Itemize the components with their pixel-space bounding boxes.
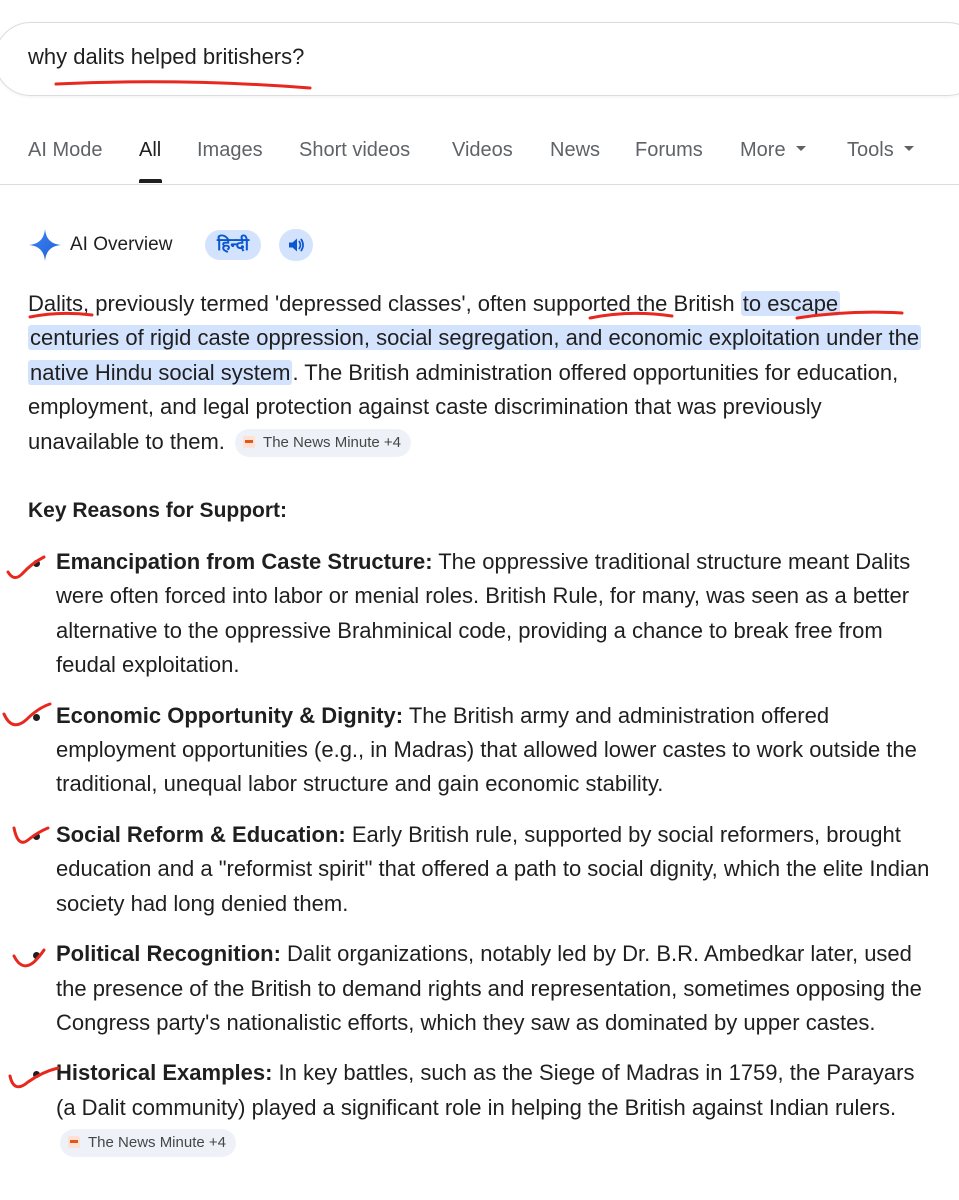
speaker-icon [287, 236, 305, 254]
chevron-down-icon [796, 146, 806, 151]
list-item [28, 545, 933, 683]
tab-short-videos[interactable]: Short videos [299, 139, 411, 161]
search-input[interactable]: why dalits helped britishers? [28, 44, 305, 69]
ai-overview-body [28, 287, 933, 1176]
keyword-supported: ported [568, 291, 631, 316]
tab-videos[interactable]: Videos [452, 139, 513, 161]
source-chip-label: The News Minute +4 [263, 433, 402, 451]
overview-text: previously termed 'depressed classes', often sup [89, 291, 569, 316]
list-item [28, 818, 933, 921]
chevron-down-icon [904, 146, 914, 151]
source-chip[interactable] [60, 1129, 236, 1157]
reason-title: Historical Examples: [56, 1060, 273, 1086]
reason-title: Social Reform & Education: [56, 821, 346, 847]
reason-text: The British army and administration offered employment opportunities (e.g., in Madras) that allowed lower castes to work outside the traditional, unequal labor structure and gain economic stability. [56, 702, 917, 797]
tab-more[interactable] [740, 139, 806, 162]
reason-text: The oppressive traditional structure meant Dalits were often forced into labor or menial roles. British Rule, for many, was seen as a better alternative to the oppressive Brahminical code, providing a chance to break free from feudal exploitation. [56, 549, 911, 678]
sparkle-icon [28, 228, 62, 262]
reason-text: Early British rule, supported by social reformers, brought education and a "reformist spirit" that offered a path to social dignity, which the elite Indian society had long denied them. [56, 821, 930, 916]
highlighted-text[interactable]: to escape centuries of rigid caste oppression, social segregation, and economic exploitation under the native Hindu social system [30, 291, 920, 385]
reason-text: In key battles, such as the Siege of Madras in 1759, the Parayars (a Dalit community) played a significant role in helping the British against Indian rulers. [56, 1060, 915, 1120]
source-chip[interactable] [235, 429, 411, 457]
news-logo-icon [68, 1136, 80, 1148]
reasons-list [28, 545, 933, 1160]
reason-text: Dalit organizations, notably led by Dr. B.R. Ambedkar later, used the presence of the British to demand rights and representation, sometimes opposing the Congress party's nationalistic efforts, which they saw as dominated by upper castes. [56, 941, 922, 1035]
tab-images[interactable]: Images [197, 139, 263, 161]
ai-overview-title: AI Overview [70, 234, 173, 255]
overview-text: the British [630, 291, 741, 316]
list-item [28, 699, 933, 802]
list-item [28, 937, 933, 1040]
listen-button[interactable] [279, 229, 313, 261]
reason-title: Economic Opportunity & Dignity: [56, 702, 404, 728]
tab-ai-mode[interactable]: AI Mode [28, 139, 103, 161]
list-item [28, 1056, 933, 1159]
keyword-dalits: Dalits, [28, 291, 90, 316]
tab-all[interactable]: All [139, 139, 162, 161]
reason-title: Emancipation from Caste Structure: [56, 549, 433, 575]
search-tabs [0, 125, 959, 185]
tab-news[interactable]: News [550, 139, 601, 161]
reason-title: Political Recognition: [56, 941, 281, 967]
overview-paragraph [28, 287, 933, 459]
news-logo-icon [243, 436, 255, 448]
source-chip-label: The News Minute +4 [88, 1134, 226, 1152]
language-hindi-button[interactable]: हिन्दी [205, 230, 261, 260]
active-tab-indicator [139, 179, 162, 183]
overview-text: . The British administration offered opportunities for education, employment, and legal protection against caste discrimination that was previously unavailable to them. [28, 359, 899, 454]
key-reasons-heading: Key Reasons for Support: [28, 499, 288, 523]
tab-tools[interactable] [847, 139, 914, 162]
tab-more-label: More [740, 139, 786, 161]
tab-tools-label: Tools [847, 139, 894, 161]
tab-forums[interactable]: Forums [635, 139, 703, 161]
